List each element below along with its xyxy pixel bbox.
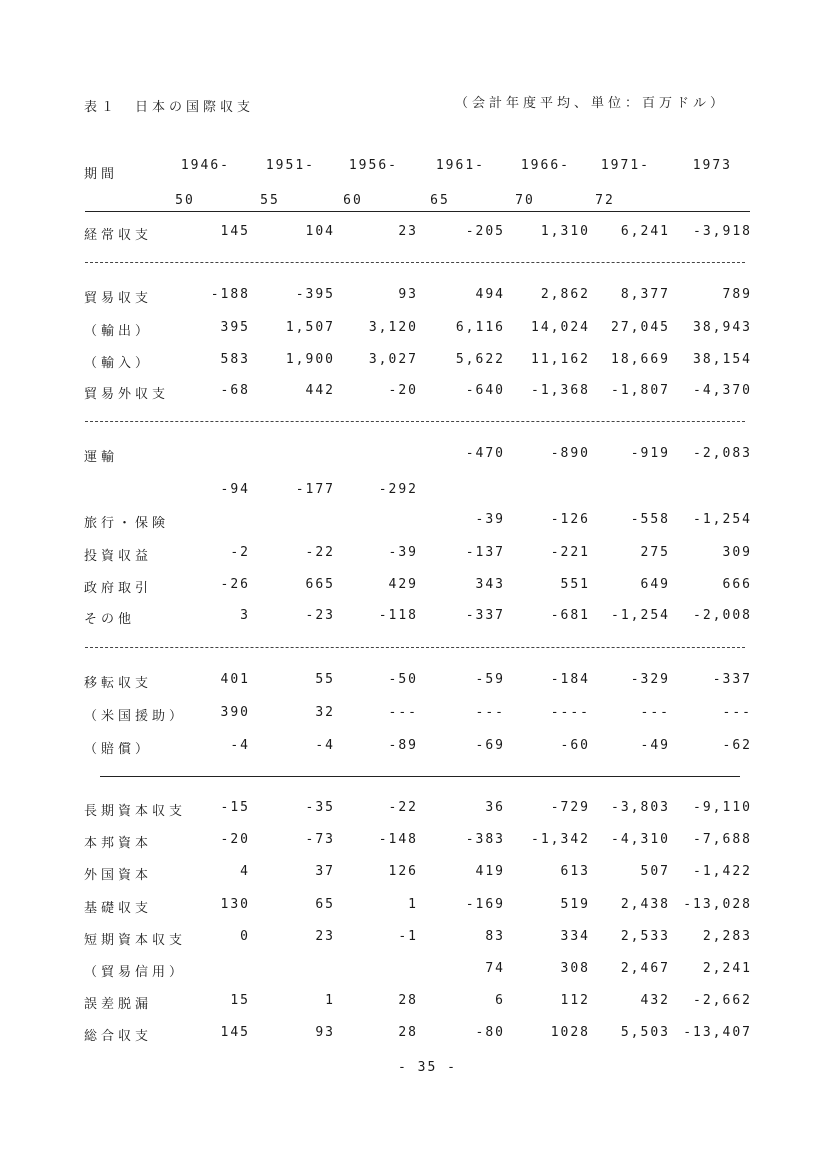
table-cell: -640 <box>465 383 505 398</box>
period-end: 60 <box>343 193 363 208</box>
table-cell: 6,241 <box>620 224 670 239</box>
table-cell: -395 <box>295 287 335 302</box>
table-cell: -20 <box>388 383 418 398</box>
table-cell: -148 <box>378 832 418 847</box>
table-cell: -292 <box>378 482 418 497</box>
table-cell: -89 <box>388 738 418 753</box>
table-cell: 8,377 <box>620 287 670 302</box>
row-label: 貿易外収支 <box>84 387 170 402</box>
row-label: 投資収益 <box>84 549 153 564</box>
table-cell: -919 <box>630 446 670 461</box>
table-cell: 28 <box>398 993 418 1008</box>
row-label: 外国資本 <box>84 868 153 883</box>
table-cell: 5,622 <box>455 352 505 367</box>
table-cell: -73 <box>305 832 335 847</box>
table-cell: -2 <box>230 545 250 560</box>
table-cell: -69 <box>475 738 505 753</box>
table-cell: 2,862 <box>540 287 590 302</box>
table-cell: -1 <box>398 929 418 944</box>
table-cell: 6 <box>495 993 505 1008</box>
table-cell: 613 <box>560 864 590 879</box>
table-cell: 145 <box>220 1025 250 1040</box>
table-cell: -49 <box>640 738 670 753</box>
period-start: 1973 <box>692 158 732 173</box>
table-cell: -22 <box>388 800 418 815</box>
table-cell: -118 <box>378 608 418 623</box>
table-cell: 37 <box>315 864 335 879</box>
page-number: - 35 - <box>398 1060 457 1075</box>
table-cell: 18,669 <box>611 352 670 367</box>
table-cell: 2,283 <box>702 929 752 944</box>
table-cell: -337 <box>712 672 752 687</box>
period-label: 期間 <box>84 167 119 182</box>
table-cell: 789 <box>722 287 752 302</box>
table-cell: 6,116 <box>455 320 505 335</box>
table-cell: -470 <box>465 446 505 461</box>
table-cell: -184 <box>550 672 590 687</box>
table-cell: -20 <box>220 832 250 847</box>
table-cell: 14,024 <box>531 320 590 335</box>
table-cell: -59 <box>475 672 505 687</box>
table-cell: 429 <box>388 577 418 592</box>
table-cell: -1,368 <box>531 383 590 398</box>
table-cell: -681 <box>550 608 590 623</box>
table-cell: -1,342 <box>531 832 590 847</box>
table-cell: -13,407 <box>683 1025 752 1040</box>
period-end: 50 <box>175 193 195 208</box>
table-cell: -126 <box>550 512 590 527</box>
section-divider <box>85 262 745 263</box>
table-cell: 55 <box>315 672 335 687</box>
row-label: （輸出） <box>84 324 153 339</box>
table-cell: 36 <box>485 800 505 815</box>
row-label: 貿易収支 <box>84 291 153 306</box>
period-end: 72 <box>595 193 615 208</box>
table-cell: --- <box>475 705 505 720</box>
table-cell: 583 <box>220 352 250 367</box>
table-cell: 3,027 <box>368 352 418 367</box>
table-cell: -329 <box>630 672 670 687</box>
table-cell: 507 <box>640 864 670 879</box>
table-cell: --- <box>388 705 418 720</box>
table-cell: -890 <box>550 446 590 461</box>
table-cell: 93 <box>398 287 418 302</box>
table-cell: 3,120 <box>368 320 418 335</box>
table-cell: -137 <box>465 545 505 560</box>
row-label: 本邦資本 <box>84 836 153 851</box>
table-cell: 65 <box>315 897 335 912</box>
table-cell: 112 <box>560 993 590 1008</box>
period-start: 1966- <box>520 158 570 173</box>
table-cell: 519 <box>560 897 590 912</box>
table-cell: 15 <box>230 993 250 1008</box>
table-cell: ---- <box>550 705 590 720</box>
table-cell: -15 <box>220 800 250 815</box>
table-cell: 432 <box>640 993 670 1008</box>
table-cell: 1028 <box>550 1025 590 1040</box>
row-label: （輸入） <box>84 356 153 371</box>
period-start: 1961- <box>435 158 485 173</box>
table-cell: 126 <box>388 864 418 879</box>
table-cell: --- <box>640 705 670 720</box>
table-cell: 5,503 <box>620 1025 670 1040</box>
table-cell: 145 <box>220 224 250 239</box>
table-cell: -337 <box>465 608 505 623</box>
table-cell: -2,083 <box>693 446 752 461</box>
row-label: 誤差脱漏 <box>84 997 153 1012</box>
table-cell: -221 <box>550 545 590 560</box>
row-label: その他 <box>84 612 136 627</box>
table-cell: -1,254 <box>693 512 752 527</box>
table-cell: 27,045 <box>611 320 670 335</box>
table-cell: -4,370 <box>693 383 752 398</box>
table-cell: -60 <box>560 738 590 753</box>
table-cell: -2,008 <box>693 608 752 623</box>
table-cell: 23 <box>398 224 418 239</box>
table-cell: 419 <box>475 864 505 879</box>
table-cell: -383 <box>465 832 505 847</box>
table-title: 表１ 日本の国際収支 <box>84 100 255 115</box>
table-cell: 74 <box>485 961 505 976</box>
table-cell: -169 <box>465 897 505 912</box>
row-label: 運輸 <box>84 450 119 465</box>
table-cell: -4 <box>315 738 335 753</box>
row-label: （米国援助） <box>84 709 187 724</box>
table-cell: -68 <box>220 383 250 398</box>
table-cell: -3,803 <box>611 800 670 815</box>
table-cell: 1,310 <box>540 224 590 239</box>
period-start: 1951- <box>265 158 315 173</box>
table-cell: 1,900 <box>285 352 335 367</box>
table-cell: 390 <box>220 705 250 720</box>
table-cell: 23 <box>315 929 335 944</box>
table-cell: -4 <box>230 738 250 753</box>
table-cell: -188 <box>210 287 250 302</box>
row-label: 短期資本収支 <box>84 933 187 948</box>
table-cell: 11,162 <box>531 352 590 367</box>
table-cell: -205 <box>465 224 505 239</box>
table-cell: -22 <box>305 545 335 560</box>
table-cell: -39 <box>388 545 418 560</box>
table-cell: 4 <box>240 864 250 879</box>
table-cell: 38,154 <box>693 352 752 367</box>
section-divider <box>85 421 745 422</box>
table-cell: 38,943 <box>693 320 752 335</box>
table-cell: 83 <box>485 929 505 944</box>
row-label: （貿易信用） <box>84 965 187 980</box>
section-divider <box>85 647 745 648</box>
table-cell: 334 <box>560 929 590 944</box>
table-cell: 104 <box>305 224 335 239</box>
period-start: 1946- <box>180 158 230 173</box>
period-start: 1956- <box>348 158 398 173</box>
table-cell: 2,467 <box>620 961 670 976</box>
table-cell: -3,918 <box>693 224 752 239</box>
table-cell: -80 <box>475 1025 505 1040</box>
table-cell: 401 <box>220 672 250 687</box>
table-cell: -4,310 <box>611 832 670 847</box>
table-cell: 2,241 <box>702 961 752 976</box>
table-cell: -13,028 <box>683 897 752 912</box>
table-cell: 1 <box>325 993 335 1008</box>
table-cell: 551 <box>560 577 590 592</box>
table-cell: 32 <box>315 705 335 720</box>
table-cell: 0 <box>240 929 250 944</box>
table-cell: --- <box>722 705 752 720</box>
table-cell: -62 <box>722 738 752 753</box>
row-label: 経常収支 <box>84 228 153 243</box>
table-cell: -26 <box>220 577 250 592</box>
table-cell: 2,438 <box>620 897 670 912</box>
table-cell: -729 <box>550 800 590 815</box>
row-label: 旅行・保険 <box>84 516 170 531</box>
table-cell: 343 <box>475 577 505 592</box>
table-cell: 395 <box>220 320 250 335</box>
period-start: 1971- <box>600 158 650 173</box>
row-label: 総合収支 <box>84 1029 153 1044</box>
table-cell: -1,254 <box>611 608 670 623</box>
table-cell: -2,662 <box>693 993 752 1008</box>
table-cell: 2,533 <box>620 929 670 944</box>
table-cell: 3 <box>240 608 250 623</box>
table-cell: -1,807 <box>611 383 670 398</box>
table-cell: -1,422 <box>693 864 752 879</box>
table-cell: -23 <box>305 608 335 623</box>
table-cell: 93 <box>315 1025 335 1040</box>
row-label: 基礎収支 <box>84 901 153 916</box>
table-cell: 28 <box>398 1025 418 1040</box>
table-cell: -39 <box>475 512 505 527</box>
table-cell: -558 <box>630 512 670 527</box>
table-cell: 666 <box>722 577 752 592</box>
table-cell: 1 <box>408 897 418 912</box>
period-end: 55 <box>260 193 280 208</box>
table-cell: -177 <box>295 482 335 497</box>
row-label: 長期資本収支 <box>84 804 187 819</box>
table-cell: -7,688 <box>693 832 752 847</box>
table-cell: 494 <box>475 287 505 302</box>
header-rule <box>85 211 750 212</box>
table-cell: -9,110 <box>693 800 752 815</box>
table-cell: 1,507 <box>285 320 335 335</box>
table-cell: 275 <box>640 545 670 560</box>
table-cell: -50 <box>388 672 418 687</box>
table-cell: 665 <box>305 577 335 592</box>
period-end: 65 <box>430 193 450 208</box>
table-cell: 309 <box>722 545 752 560</box>
unit-note: （会計年度平均、単位：百万ドル） <box>455 96 728 111</box>
table-cell: 442 <box>305 383 335 398</box>
row-label: （賠償） <box>84 742 153 757</box>
table-cell: -94 <box>220 482 250 497</box>
table-cell: -35 <box>305 800 335 815</box>
table-cell: 130 <box>220 897 250 912</box>
section-rule <box>100 776 740 777</box>
table-cell: 649 <box>640 577 670 592</box>
period-end: 70 <box>515 193 535 208</box>
table-cell: 308 <box>560 961 590 976</box>
row-label: 移転収支 <box>84 676 153 691</box>
row-label: 政府取引 <box>84 581 153 596</box>
